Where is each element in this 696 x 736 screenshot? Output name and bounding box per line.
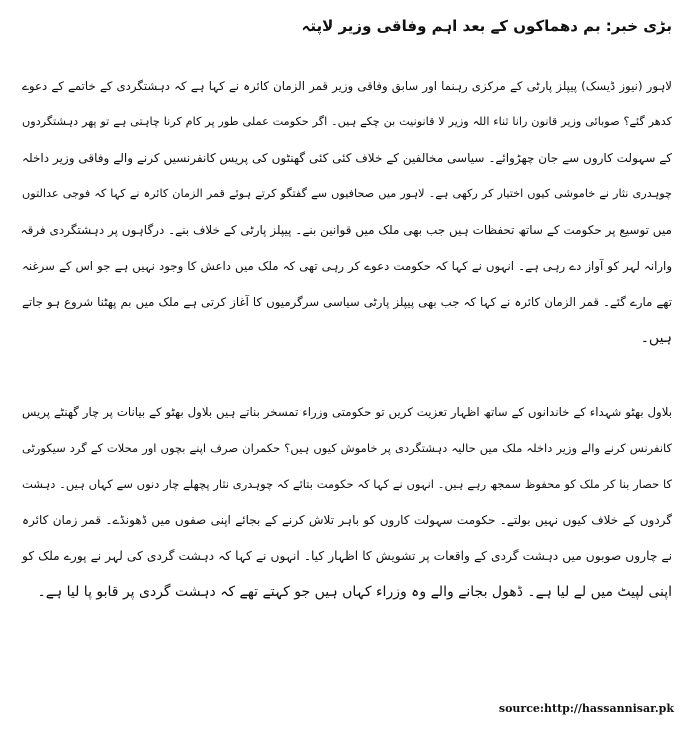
paragraph-line: بلاول بھٹو شہداء کے خاندانوں کے ساتھ اظہار تعزیت کریں تو حکومتی وزراء تمسخر بناتے ہیں بلاول بھٹو کے بیانات پر چار گھنٹے پریس [22,405,672,419]
paragraph-line: کے سہولت کاروں سے جان چھڑوائے۔ سیاسی مخالفین کے خلاف کئی کئی گھنٹوں کی پریس کانفرنسیں کرنے والے وفاقی وزیر داخلہ [22,151,672,165]
paragraph-line: نے چاروں صوبوں میں دہشت گردی کے واقعات پر تشویش کا اظہار کیا۔ انہوں نے کہا کہ دہشت گردی کی لہر نے پورے ملک کو [22,549,672,563]
paragraph-line: کانفرنس کرنے والے وزیر داخلہ ملک میں حالیہ دہشتگردی پر خاموش کیوں ہیں؟ حکمران صرف اپنے بچوں اور محلات کے گرد سیکورٹی [22,441,672,455]
paragraph-line: تھے مارے گئے۔ قمر الزمان کائرہ نے کہا کہ جب بھی پیپلز پارٹی سیاسی سرگرمیوں کا آغاز کرتی ہے ملک میں بم پھٹنا شروع ہو جاتے [22,295,672,309]
article-paragraph-2 [22,394,672,610]
article-paragraph-1 [22,68,672,356]
source-credit: source:http://hassannisar.pk [498,702,674,715]
paragraph-line: وارانہ لہر کو آواز دے رہی ہے۔ انہوں نے کہا کہ حکومت دعوے کر رہی تھی کہ ملک میں داعش کا وجود نہیں ہے جو اس کے سرغنہ [22,259,672,273]
paragraph-line: ہیں۔ [640,330,672,346]
paragraph-line: گردوں کے خلاف کیوں نہیں بولتے۔ حکومت سہولت کاروں کو باہر تلاش کرنے کے بجائے اپنی صفوں میں ڈھونڈے۔ قمر زمان کائرہ [22,513,672,527]
article-headline: بڑی خبر: بم دھماکوں کے بعد اہم وفاقی وزیر لاپتہ [301,17,672,35]
paragraph-line: اپنی لپیٹ میں لے لیا ہے۔ ڈھول بجانے والے وہ وزراء کہاں ہیں جو کہتے تھے کہ دہشت گردی پر قابو پا لیا ہے۔ [37,584,672,600]
paragraph-line: کدھر گئے؟ صوبائی وزیر قانون رانا ثناء اللہ وزیر لا قانونیت بن چکے ہیں۔ اگر حکومت عملی طور پر کام کرنا چاہتی ہے تو پھر دہشتگردوں [22,115,672,128]
paragraph-line: لاہور (نیوز ڈیسک) پیپلز پارٹی کے مرکزی رہنما اور سابق وفاقی وزیر قمر الزمان کائرہ نے کہا ہے کہ دہشتگردی کے خاتمے کے دعوے [22,79,672,93]
paragraph-line: میں توسیع پر حکومت کے ساتھ تحفظات ہیں جب بھی ملک میں قوانین بنے۔ پیپلز پارٹی کے خلاف بنے۔ درگاہوں پر دہشتگردی فرقہ [20,223,672,237]
paragraph-line: چوہدری نثار نے خاموشی کیوں اختیار کر رکھی ہے۔ لاہور میں صحافیوں سے گفتگو کرتے ہوئے قمر الزمان کائرہ نے کہا کہ فوجی عدالتوں [22,187,672,200]
paragraph-line: کا حصار بنا کر ملک کو محفوظ سمجھ رہے ہیں۔ انہوں نے کہا کہ حکومت بتائے کہ چوہدری نثار پچھلے چار دنوں سے کہاں ہیں۔ دہشت [22,477,672,491]
